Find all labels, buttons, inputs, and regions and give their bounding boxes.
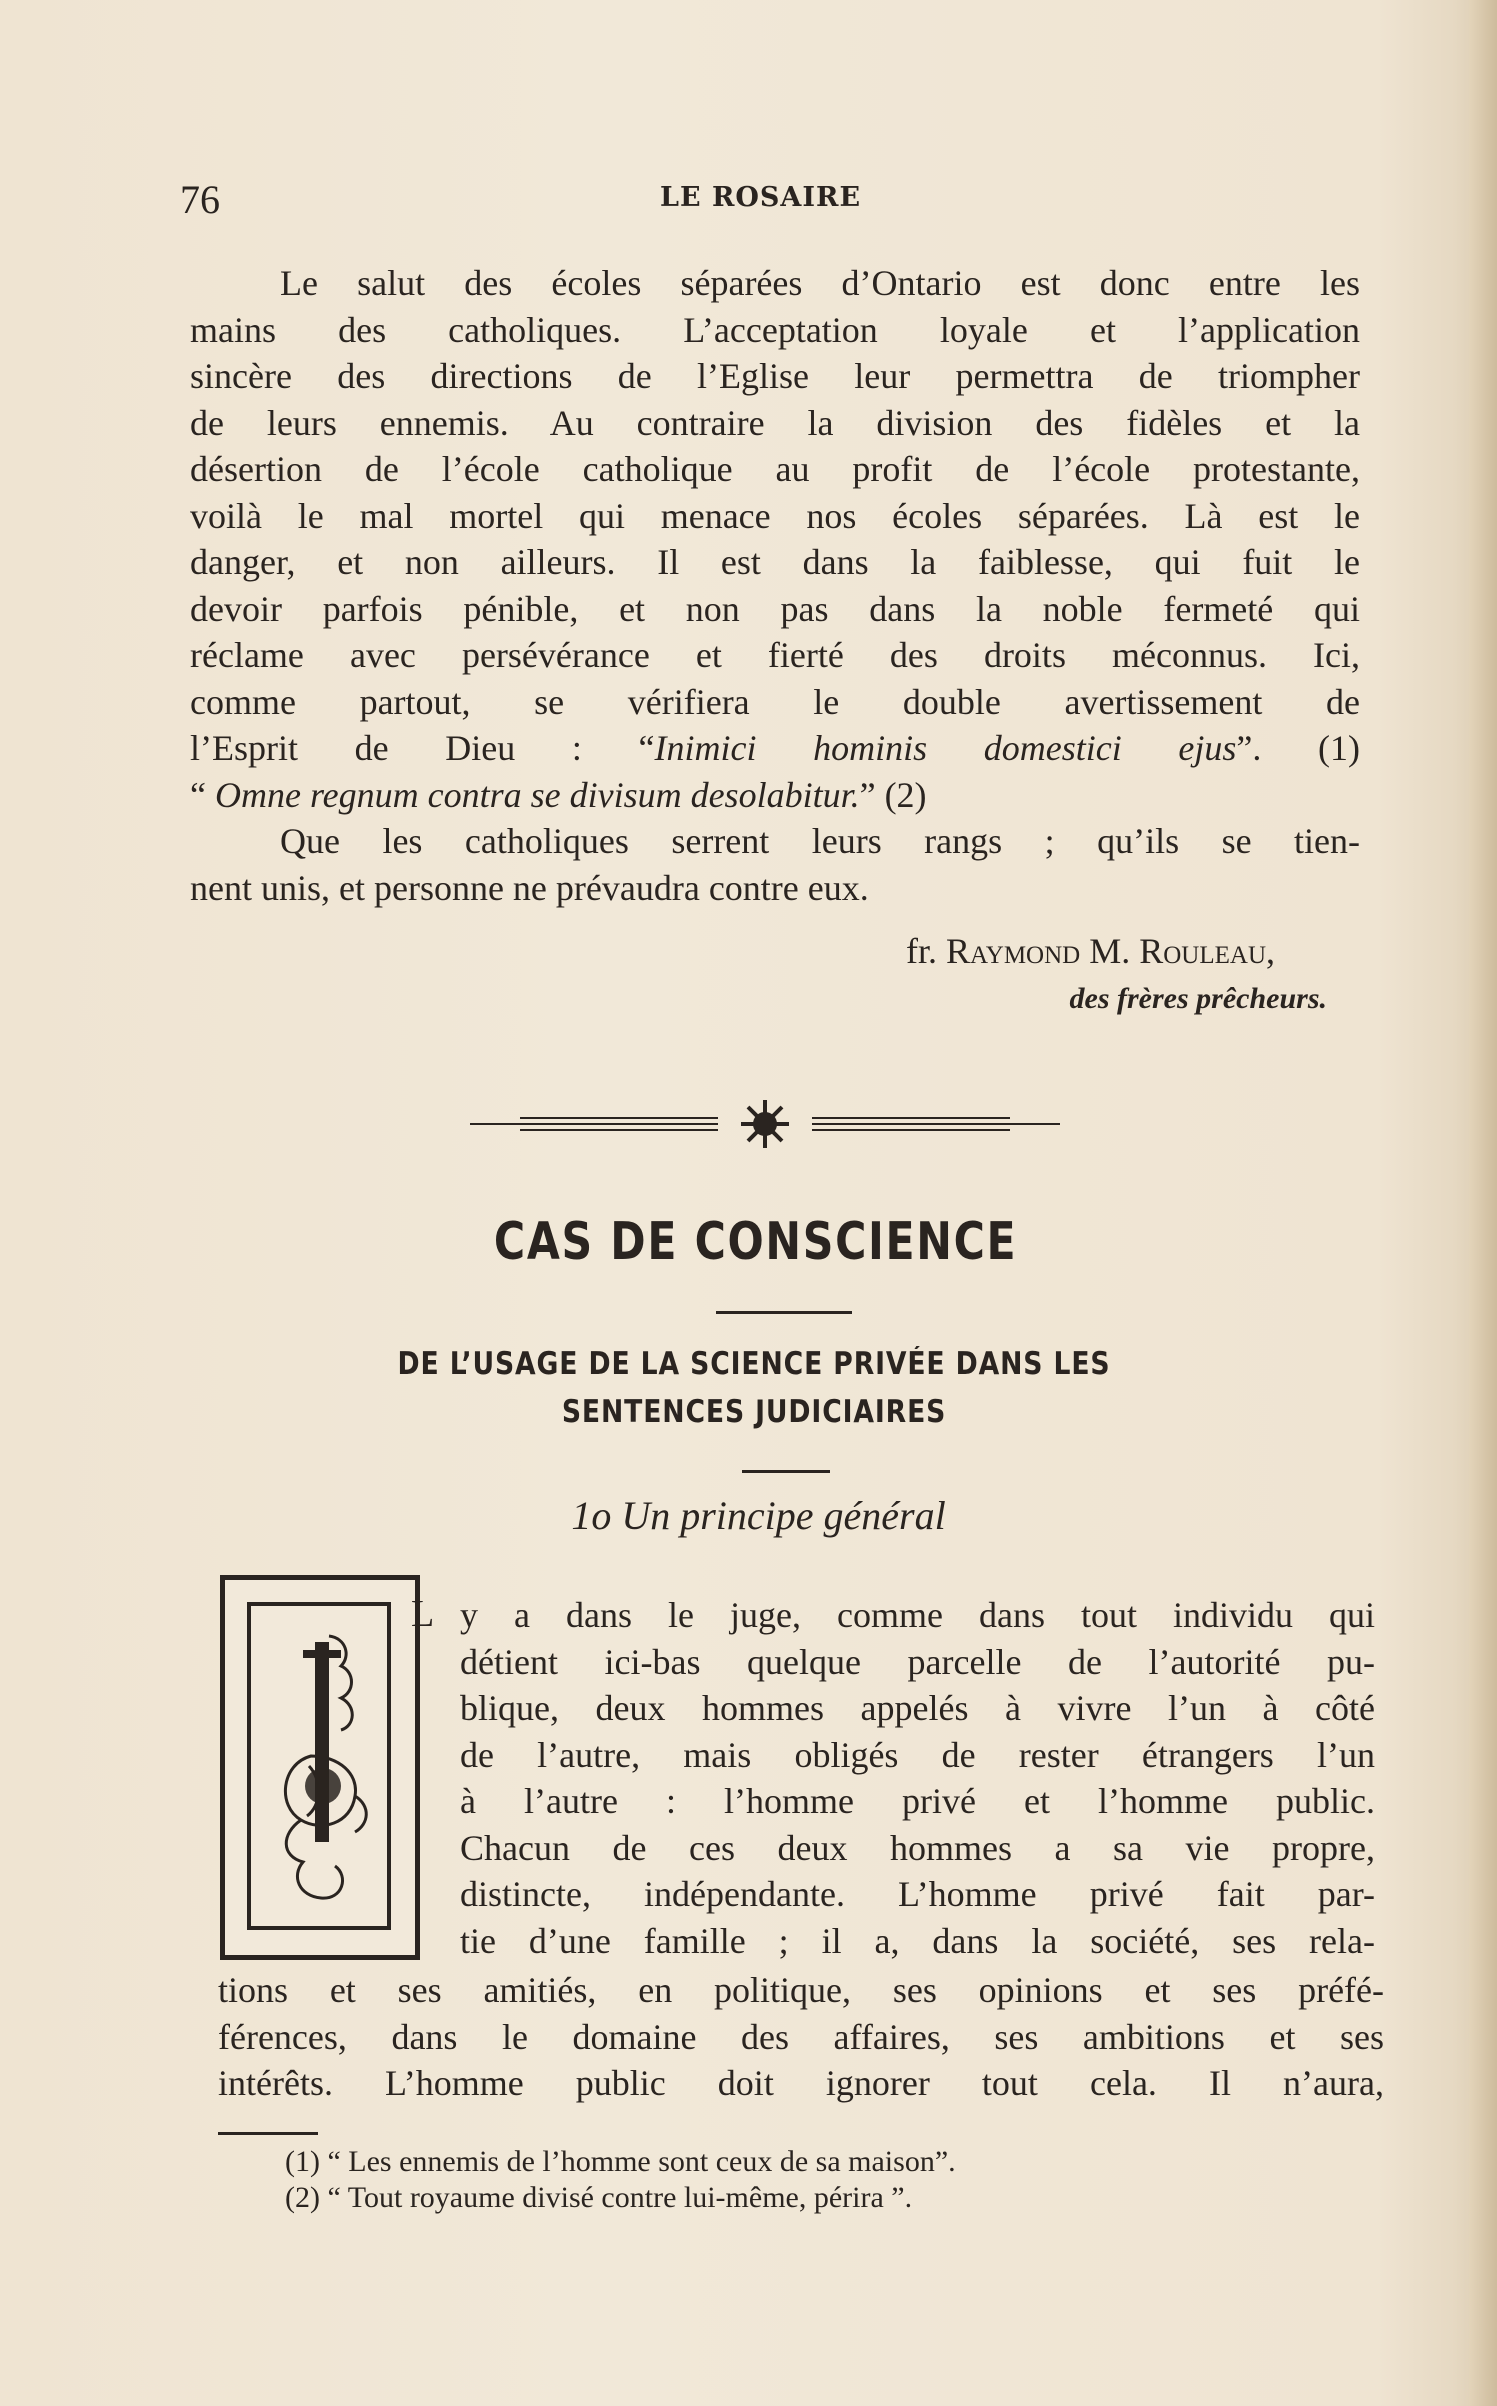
quote-suffix: ”. (1) [1236, 728, 1360, 768]
text-line: y a dans le juge, comme dans tout individu qui [460, 1595, 1375, 1635]
running-title: LE ROSAIRE [660, 182, 862, 213]
running-head [180, 176, 1420, 226]
ornamental-initial-icon [220, 1575, 420, 1960]
text-line: blique, deux hommes appelés à vivre l’un à côté [460, 1688, 1375, 1728]
subtitle-line: SENTENCES JUDICIAIRES [561, 1394, 947, 1430]
text-line: de l’autre, mais obligés de rester étrangers l’un [460, 1734, 1375, 1775]
subtitle-line: DE L’USAGE DE LA SCIENCE PRIVÉE DANS LES [397, 1346, 1111, 1382]
initial-flourish [251, 1606, 387, 1926]
section-title: CAS DE CONSCIENCE [493, 1212, 1018, 1272]
latin-quote-2: Omne regnum contra se divisum desolabitur. [214, 774, 860, 815]
text-line: nent unis, et personne ne prévaudra contre eux. [190, 867, 869, 908]
page-spine-edge [1469, 0, 1497, 2406]
text-line: Chacun de ces deux hommes a sa vie propre, [460, 1827, 1375, 1868]
quote-prefix: l’Esprit de Dieu : “ [190, 728, 655, 768]
text-line: réclame avec persévérance et fierté des droits méconnus. Ici, [190, 635, 1360, 675]
footnote-1: (1) “ Les ennemis de l’homme sont ceux de sa maison”. [285, 2145, 956, 2178]
title-rule [716, 1311, 852, 1314]
text-line: désertion de l’école catholique au profit de l’école protestante, [190, 449, 1360, 489]
footnote-rule [218, 2132, 318, 2135]
page-number: 76 [180, 177, 220, 222]
author-name: Raymond M. Rouleau, [946, 931, 1275, 971]
article1-paragraph1 [190, 260, 1360, 818]
quote-prefix: “ [190, 774, 215, 815]
fleuron-divider-icon [470, 1090, 1060, 1150]
quote-line-1 [190, 725, 1360, 772]
text-line: de leurs ennemis. Au contraire la division des fidèles et la [190, 402, 1360, 443]
text-line: tions et ses amitiés, en politique, ses opinions et ses préfé- [218, 1970, 1384, 2010]
religious-order: des frères prêcheurs. [1069, 982, 1327, 1015]
text-line: Que les catholiques serrent leurs rangs ; qu’ils se tien- [280, 821, 1360, 861]
text-line: sincère des directions de l’Eglise leur permettra de triompher [190, 356, 1360, 396]
text-line: intérêts. L’homme public doit ignorer tout cela. Il n’aura, [218, 2063, 1384, 2103]
dropcap-paragraph [460, 1592, 1375, 1964]
text-line: à l’autre : l’homme privé et l’homme public. [460, 1781, 1375, 1821]
text-line: détient ici-bas quelque parcelle de l’autorité pu- [460, 1641, 1375, 1682]
footnotes [285, 2144, 956, 2216]
text-line: comme partout, se vérifiera le double avertissement de [190, 681, 1360, 722]
quote-line-2 [190, 772, 1360, 819]
latin-quote-1: Inimici hominis domestici ejus [654, 728, 1237, 768]
text-line: danger, et non ailleurs. Il est dans la faiblesse, qui fuit le [190, 542, 1360, 582]
article1-paragraph2 [190, 818, 1360, 911]
section-subtitle [110, 1340, 1397, 1436]
text-line: Le salut des écoles séparées d’Ontario est donc entre les [280, 263, 1360, 303]
text-line: devoir parfois pénible, et non pas dans la noble fermeté qui [190, 588, 1360, 629]
continuation-paragraph [218, 1967, 1384, 2107]
text-line: férences, dans le domaine des affaires, ses ambitions et ses [218, 2016, 1384, 2057]
subtitle-rule [742, 1470, 830, 1473]
footnote-2: (2) “ Tout royaume divisé contre lui-même, périra ”. [285, 2181, 913, 2214]
initial-inner-frame [247, 1602, 391, 1930]
text-line: distincte, indépendante. L’homme privé fait par- [460, 1874, 1375, 1914]
signature-prefix: fr. [906, 931, 946, 971]
author-signature [906, 930, 1275, 972]
text-line: voilà le mal mortel qui menace nos écoles séparées. Là est le [190, 495, 1360, 536]
text-line: tie d’une famille ; il a, dans la société, ses rela- [460, 1920, 1375, 1961]
quote-suffix: ” (2) [859, 774, 927, 815]
section-heading: 1o Un principe général [571, 1493, 946, 1538]
dropcap-letter: L [411, 1593, 435, 1635]
text-line: mains des catholiques. L’acceptation loyale et l’application [190, 309, 1360, 350]
